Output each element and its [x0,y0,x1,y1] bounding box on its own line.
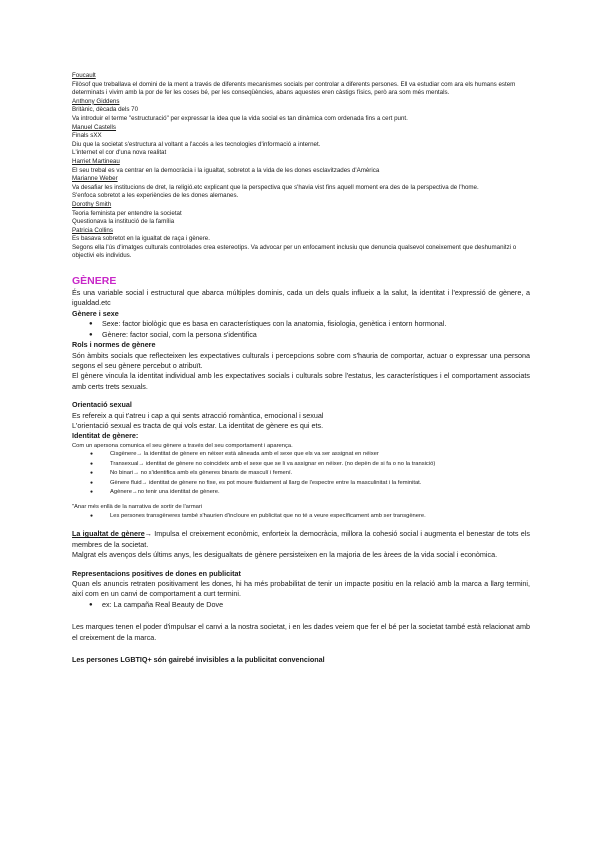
heading-representacions: Representacions positives de dones en publicitat [72,568,241,578]
identitat-bullet: ● Cisgènere→ la identitat de gènere en néixer està alineada amb el sexe que els va ser assignat en néixer [72,450,530,459]
bullet-sexe: ● Sexe: factor biològic que es basa en característiques con la anatomia, fisiologia, genètica i entorn hormonal. [72,319,530,329]
marques-paragraph: Les marques tenen el poder d'impulsar el canvi a la nostra societat, i en les dades veiem que fer el bé per la societat també està relacionat amb el creixement de la marca. [72,622,530,642]
igualtat-paragraph [72,529,530,550]
identitat-note-bullet: ● Les persones transgèneres també s'haurien d'incloure en publicitat que no té a veure específicament amb ser transgènere. [72,512,530,521]
lgbtiq-heading: Les persones LGBTIQ+ són gairebé invisibles a la publicitat convencional [72,655,325,665]
thinker-line: Va introduir el terme "estructuració" per expressar la idea que la vida social es tan dinàmica com ordenada fins a cert punt. [72,114,408,122]
thinker-line: El seu trebal es va centrar en la democràcia i la igualtat, sobretot a la vida de les dones esclavitzades d'Amèrica [72,166,380,174]
thinker-line: Britànic, dècada dels 70 [72,106,139,114]
igualtat-text: → Impulsa el creixement econòmic, enforteix la democràcia, millora la cohesió social i augmenta el benestar de tots els membres de la societat. [72,529,530,549]
thinker-name: Harriet Martineau [72,157,120,165]
representacions-bullet: ● ex: La campaña Real Beauty de Dove [72,600,530,610]
thinker-line: L'internet el cor d'una nova realitat [72,149,167,157]
document-page [72,72,530,665]
thinker-name: Manuel Castells [72,123,117,131]
igualtat-label: La igualtat de gènere [72,529,145,539]
identitat-bullet: ● Agènere→no tenir una identitat de gènere. [72,488,530,497]
rols-paragraph-2: El gènere vincula la identitat individual amb les expectatives socials i culturals sobre l'estatus, les característiques i el comportament associats amb certs trets sexuals. [72,371,530,391]
thinker-name: Anthony Giddens [72,97,120,105]
thinker-line: Va desafiar les institucions de dret, la religió.etc explicant que la perspectiva que s'havia vist fins aquell moment era des de la perspectiva de l'home. [72,183,479,191]
identitat-bullet: ● Transexual→ identitat de gènere no coincideix amb el sexe que se li va assignar en néixer. (no depèn de si fa o no la transició) [72,460,530,469]
genere-intro: És una variable social i estructural que abarca múltiples dominis, cada un dels quals influeix a la salut, la identitat i l'expressió de gènere, a igualdad.etc [72,288,530,308]
thinker-name: Foucault [72,72,96,79]
identitat-intro: Com un apersona comunica el seu gènere a través del seu comportament i aparença. [72,442,293,449]
heading-genere-sexe: Gènere i sexe [72,308,119,318]
identitat-note: "Anar més enllà de la narrativa de sortir de l'armari [72,504,203,511]
heading-orientacio: Orientació sexual [72,400,132,410]
orientacio-paragraph-2: L'orientació sexual es tracta de qui vols estar. La identitat de gènere es qui ets. [72,420,324,430]
identitat-bullet: ● Gènere fluid→ identitat de gènere no fixe, es pot moure fluidament al llarg de l'espectre entre la masculinitat i la feminitat. [72,479,530,488]
bullet-genere: ● Gènere: factor social, com la persona s'identifica [72,330,530,340]
thinkers-section [72,72,530,261]
thinker-name: Patricia Collins [72,226,113,234]
thinker-line: Filòsof que treballava el domini de la ment a través de diferents mecanismes socials per controlar a diferents persones. Ell va estudiar com ara els humans estem determinats i vivim amb la por de fer les coses bé, per les conseqüències, abans aquestes eren càstigs físics, però ara som més mentals. [72,80,516,97]
thinker-line: Finals sXX [72,132,102,140]
representacions-paragraph: Quan els anuncis retraten positivament les dones, hi ha més probabilitat de tenir un impacte positiu en la relació amb la marca a llarg termini, així com en un canvi de comportament a curt termini. [72,579,530,599]
thinker-line: Segons ella l'ús d'imatges culturals controlades crea estereotips. Va advocar per un enfocament inclusiu que denuncia qualsevol coneixement que deshumanitzi o objectivi els individus. [72,243,517,260]
heading-rols: Rols i normes de gènere [72,340,156,350]
thinker-line: Questionava la institució de la família [72,218,175,226]
section-title-genere: GÈNERE [72,275,117,288]
thinker-line: Diu que la societat s'estructura al voltant a l'accés a les tecnologies d'informació a internet. [72,140,321,148]
orientacio-paragraph-1: Es refereix a qui t'atreu i cap a qui sents atracció romàntica, emocional i sexual [72,410,324,420]
identitat-bullet: ● No binari→ no s'identifica amb els gèneres binaris de masculí i femení. [72,469,530,478]
thinker-line: Teoria feminista per entendre la societat [72,209,182,217]
thinker-name: Marianne Weber [72,175,118,183]
thinker-name: Dorothy Smith [72,200,112,208]
thinker-line: Es basava sobretot en la igualtat de raça i gènere. [72,235,210,243]
thinker-line: S'enfoca sobretot a les experiències de les dones alemanes. [72,192,239,200]
heading-identitat: Identitat de gènere: [72,431,139,441]
rols-paragraph-1: Són àmbits socials que reflecteixen les expectatives culturals i percepcions sobre com s'hauria de comportar, actuar o expressar una persona segons el seu gènere percebut o atribuït. [72,350,530,370]
igualtat-paragraph-2: Malgrat els avenços dels últims anys, les desigualtats de gènere persisteixen en la majoria de les àrees de la vida social i econòmica. [72,550,498,560]
